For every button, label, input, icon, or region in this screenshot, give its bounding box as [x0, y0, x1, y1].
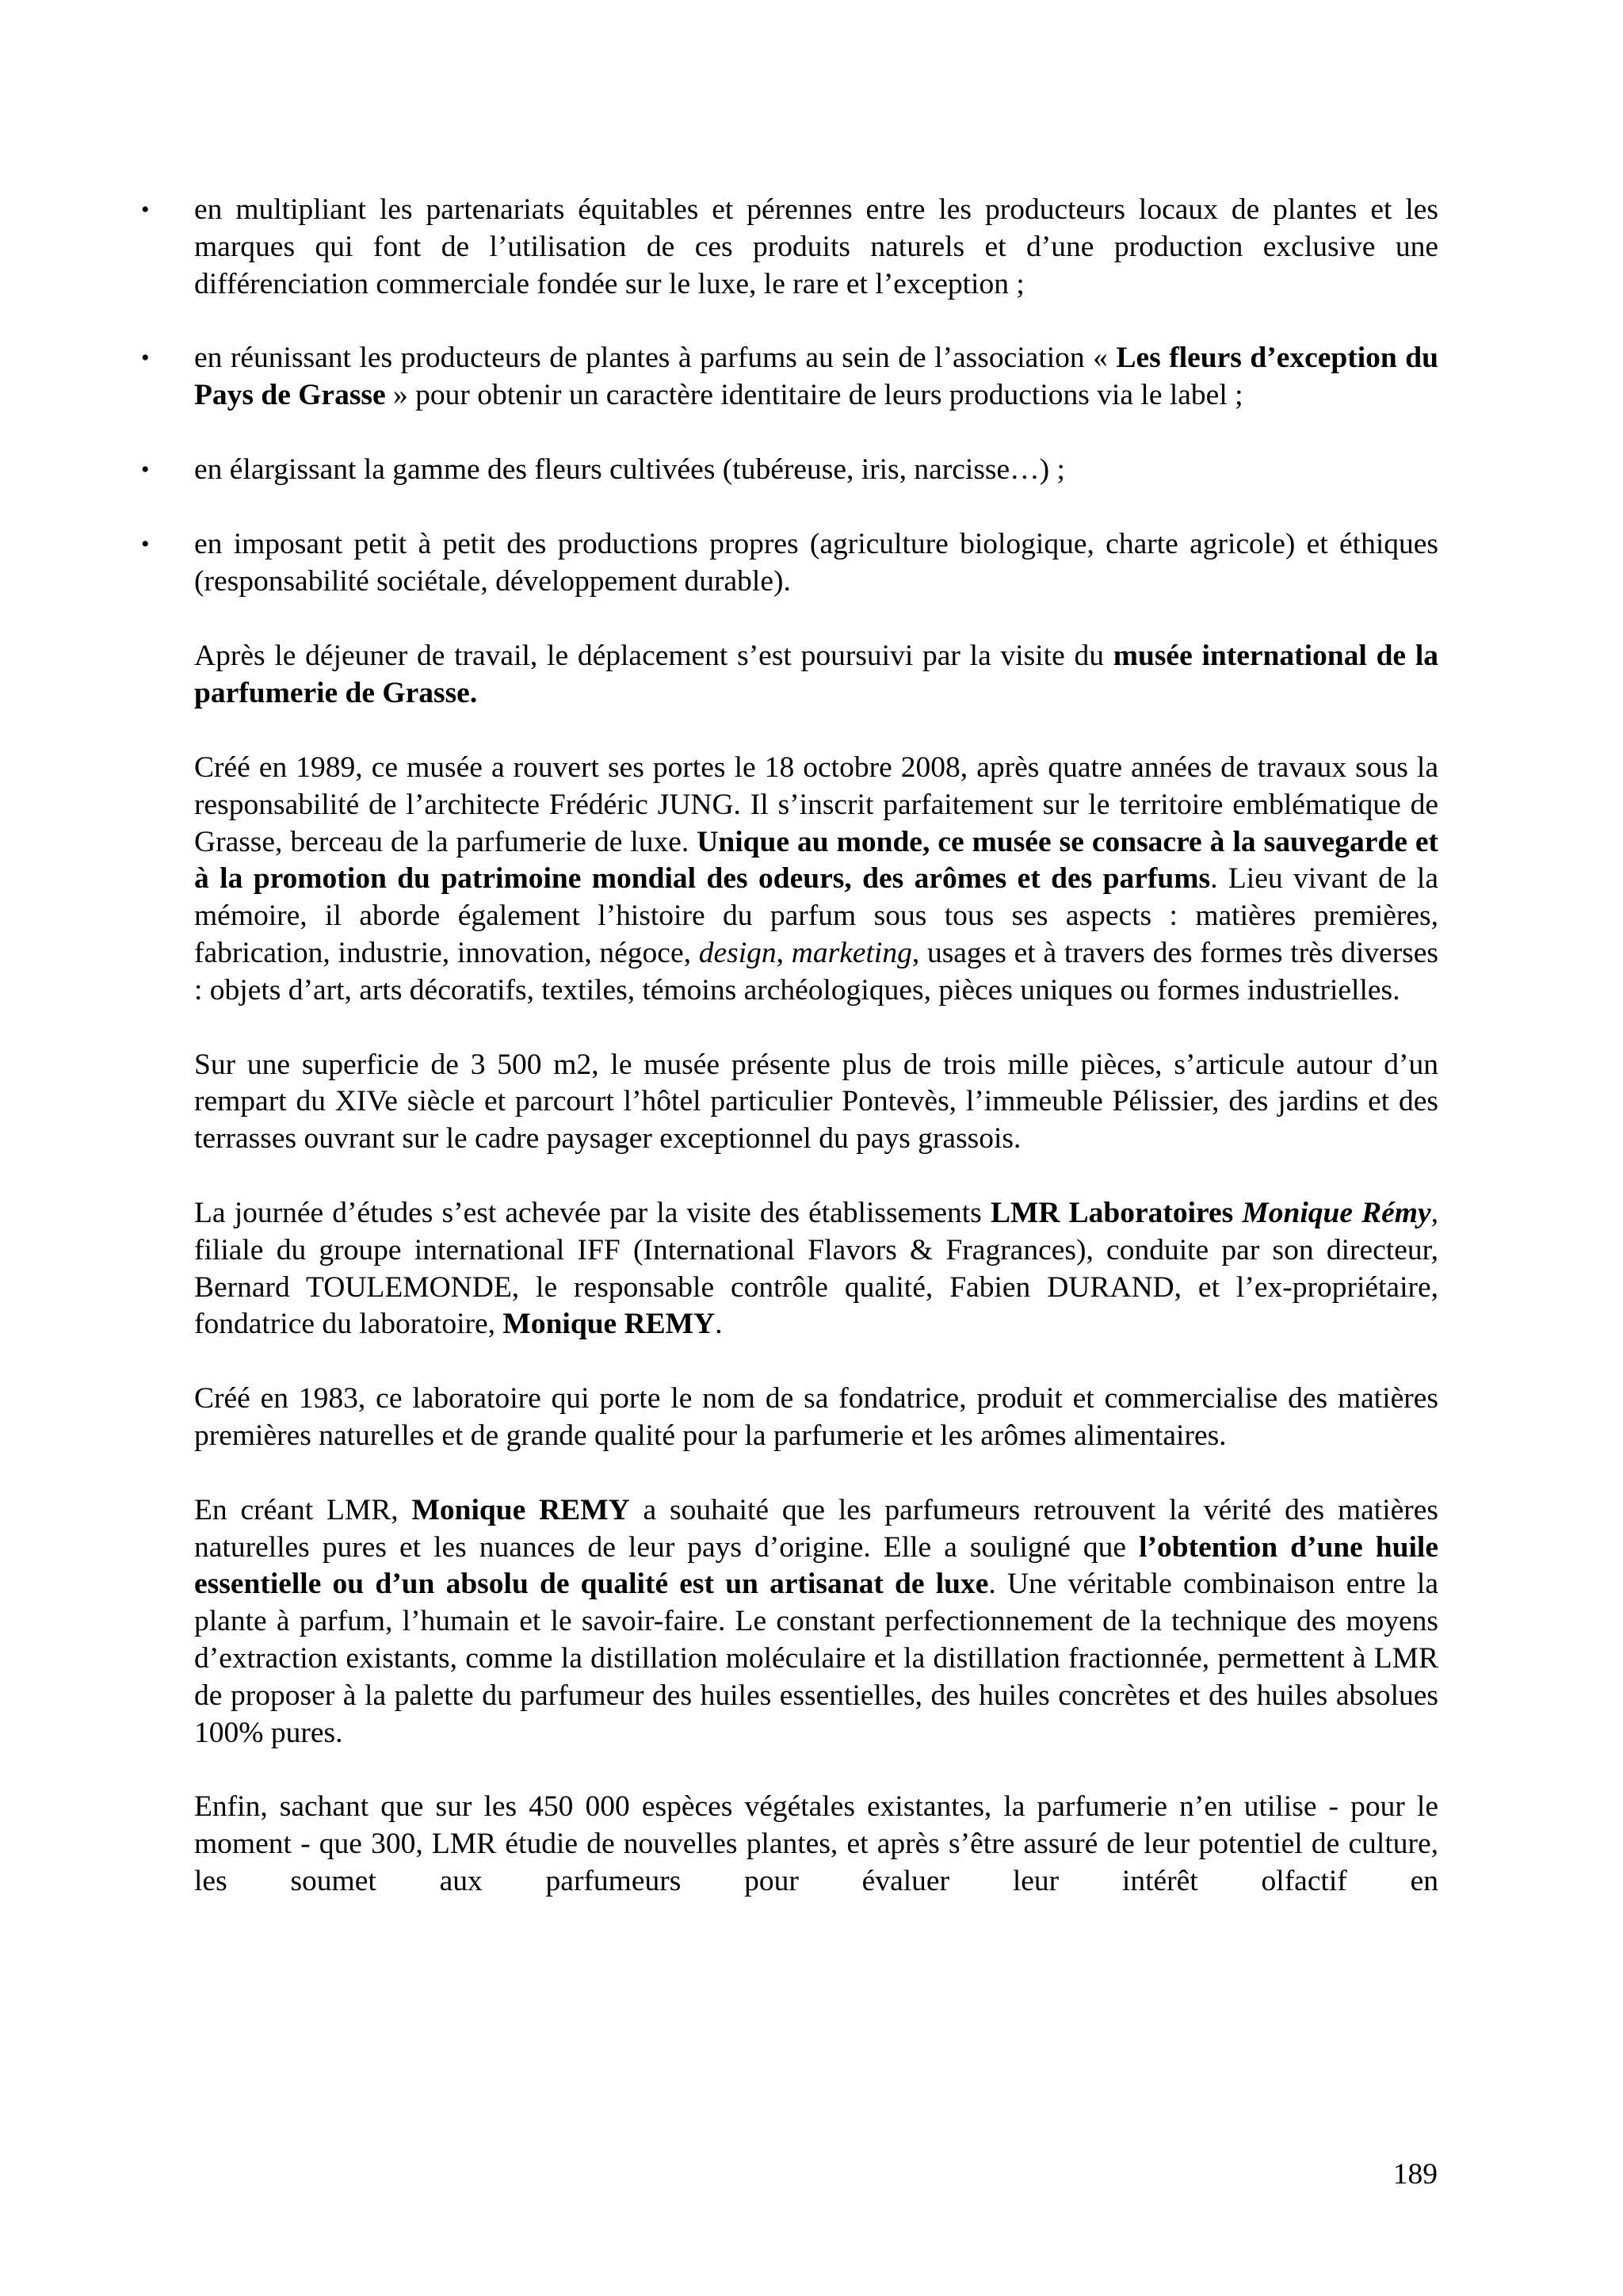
bullet-item	[141, 526, 1438, 601]
bullet-marker: •	[141, 197, 150, 223]
paragraph	[194, 1047, 1438, 1158]
text-run: Sur une superficie de 3 500 m2, le musée présente plus de trois mille pièces, s’articule autour d’un rempart du XIVe siècle et parcourt l’hôtel particulier Pontevès, l’immeuble Pélissier, des jardins et des terrasses ouvrant sur le cadre paysager exceptionnel du pays grassois.	[194, 1048, 1438, 1156]
bullet-item	[141, 452, 1438, 489]
italic-text-run: design	[698, 936, 777, 969]
text-run: . Lieu vivant de la mémoire, il aborde également l’histoire du parfum sous tous ses aspects : matières premières, fabrication, industrie, innovation, négoce,	[194, 862, 1438, 969]
bold-text-run: Monique REMY	[502, 1308, 716, 1341]
paragraph	[194, 1381, 1438, 1455]
bold-text-run: Monique REMY	[411, 1493, 630, 1526]
bullet-list	[141, 192, 1438, 600]
text-run: a souhaité que les parfumeurs retrouvent la vérité des matières naturelles pures et les nuances de leur pays d’origine. Elle a souligné que	[194, 1493, 1439, 1564]
text-run: Enfin, sachant que sur les 450 000 espèces végétales existantes, la parfumerie n’en utilise - pour le moment - que 300, LMR étudie de nouvelles plantes, et après s’être assuré de leur potentiel de culture, les soumet aux parfumeurs pour évaluer leur intérêt olfactif en	[194, 1790, 1438, 1897]
bullet-marker: •	[141, 530, 150, 557]
text-run: en réunissant les producteurs de plantes à parfums au sein de l’association «	[194, 342, 1117, 375]
document-page	[141, 192, 1439, 1938]
paragraph	[194, 1789, 1438, 1900]
bold-text-run: musée international de la parfumerie de Grasse.	[194, 640, 1439, 710]
text-run: en multipliant les partenariats équitables et pérennes entre les producteurs locaux de plantes et les marques qui font de l’utilisation de ces produits naturels et d’une production exclusive une différenciation commerciale fondée sur le luxe, le rare et l’exception ;	[194, 193, 1438, 300]
paragraph	[194, 750, 1438, 1010]
bullet-item	[141, 192, 1438, 303]
bold-text-run: l’obtention d’une huile essentielle ou d’un absolu de qualité est un artisanat de luxe	[194, 1530, 1438, 1601]
bullet-marker: •	[141, 456, 150, 483]
bold-italic-text-run	[1242, 1197, 1430, 1229]
paragraph	[194, 638, 1438, 712]
text-run: Créé en 1983, ce laboratoire qui porte le nom de sa fondatrice, produit et commercialise des matières premières naturelles et de grande qualité pour la parfumerie et les arômes alimentaires.	[194, 1382, 1438, 1452]
page-number: 189	[1392, 2158, 1438, 2191]
paragraph	[194, 1492, 1438, 1752]
text-run: » pour obtenir un caractère identitaire de leurs productions via le label ;	[385, 379, 1243, 412]
bold-italic-inner: Monique Rémy	[1242, 1196, 1431, 1229]
text-run: en élargissant la gamme des fleurs cultivées (tubéreuse, iris, narcisse…) ;	[194, 453, 1065, 486]
text-run: Après le déjeuner de travail, le déplacement s’est poursuivi par la visite du	[194, 640, 1113, 673]
text-run: en imposant petit à petit des productions propres (agriculture biologique, charte agricole) et éthiques (responsabilité sociétale, développement durable).	[194, 527, 1438, 598]
text-run: Créé en 1989, ce musée a rouvert ses portes le 18 octobre 2008, après quatre années de travaux sous la responsabilité de l’architecte Frédéric JUNG. Il s’inscrit parfaitement sur le territoire emblématique de Grasse, berceau de la parfumerie de luxe.	[194, 751, 1438, 858]
text-run: En créant LMR,	[194, 1493, 412, 1526]
bullet-marker: •	[141, 345, 150, 372]
text-run: . Une véritable combinaison entre la plante à parfum, l’humain et le savoir-faire. Le constant perfectionnement de la technique des moyens d’extraction existants, comme la distillation moléculaire et la distillation fractionnée, permettent à LMR de proposer à la palette du parfumeur des huiles essentielles, des huiles concrètes et des huiles absolues 100% pures.	[194, 1568, 1438, 1749]
text-run: , usages et à travers des formes très diverses : objets d’art, arts décoratifs, textiles, témoins archéologiques, pièces uniques ou formes industrielles.	[194, 936, 1439, 1007]
bold-text-run: LMR Laboratoires	[990, 1196, 1243, 1229]
bullet-item	[141, 340, 1438, 415]
text-run: ,	[776, 936, 792, 969]
text-run: , filiale du groupe international IFF (International Flavors & Fragrances), conduite par son directeur, Bernard TOULEMONDE, le responsable contrôle qualité, Fabien DURAND, et l’ex-propriétaire, fondatrice du laboratoire,	[194, 1196, 1438, 1341]
bold-text-run: Unique au monde, ce musée se consacre à la sauvegarde et à la promotion du patrimoine mondial des odeurs, des arômes et des parfums	[194, 825, 1438, 896]
italic-text-run: marketing	[791, 936, 912, 969]
text-run: La journée d’études s’est achevée par la visite des établissements	[194, 1196, 991, 1229]
text-run: .	[715, 1308, 723, 1341]
bold-text-run: Les fleurs d’exception du Pays de Grasse	[194, 342, 1438, 412]
paragraph	[194, 1195, 1438, 1343]
